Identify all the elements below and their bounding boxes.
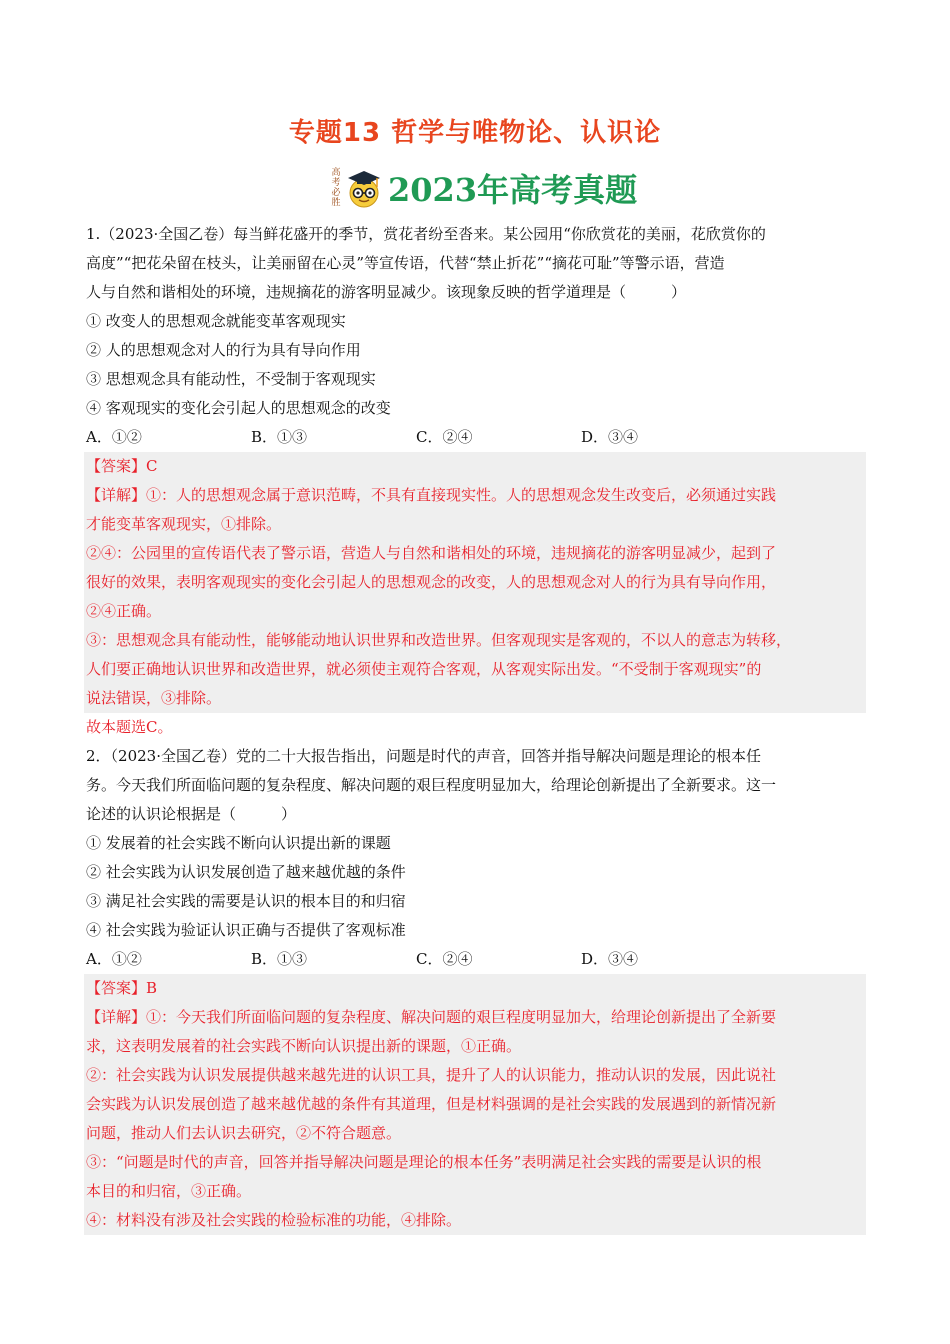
badge-char: 胜	[331, 198, 341, 208]
answer-label: 【答案】B	[86, 979, 158, 997]
statement-item: ② 社会实践为认识发展创造了越来越优越的条件	[86, 863, 406, 881]
question-stem-line: 论述的认识论根据是（ ）	[86, 805, 297, 823]
option-c: C．②④	[416, 950, 473, 968]
question-stem-line: 人与自然和谐相处的环境，违规摘花的游客明显减少。该现象反映的哲学道理是（ ）	[86, 283, 687, 301]
explanation-line: 说法错误，③排除。	[86, 689, 222, 707]
option-b: B．①③	[251, 950, 308, 968]
explanation-line: 本目的和归宿，③正确。	[86, 1182, 252, 1200]
badge-char: 考	[331, 178, 341, 188]
explanation-line: 很好的效果，表明客观现实的变化会引起人的思想观念的改变，人的思想观念对人的行为具有导向作用，	[86, 573, 777, 591]
explanation-line: ③：思想观念具有能动性，能够能动地认识世界和改造世界。但客观现实是客观的，不以人的意志为转移，	[86, 631, 792, 649]
explanation-line: 人们要正确地认识世界和改造世界，就必须使主观符合客观，从客观实际出发。“不受制于客观现实”的	[86, 660, 762, 678]
statement-item: ③ 思想观念具有能动性，不受制于客观现实	[86, 370, 376, 388]
answer-options	[86, 945, 866, 974]
statement-item: ④ 社会实践为验证认识正确与否提供了客观标准	[86, 921, 406, 939]
explanation-line: ④：材料没有涉及社会实践的检验标准的功能，④排除。	[86, 1211, 462, 1229]
badge-char: 高	[331, 168, 341, 178]
question-1	[86, 220, 866, 742]
explanation-line: 会实践为认识发展创造了越来越优越的条件有其道理，但是材料强调的是社会实践的发展遇到的新情况新	[86, 1095, 777, 1113]
question-stem-line: 高度”“把花朵留在枝头，让美丽留在心灵”等宣传语，代替“禁止折花”“摘花可耻”等警示语，营造	[86, 254, 725, 272]
explanation-line: ②④：公园里的宣传语代表了警示语，营造人与自然和谐相处的环境，违规摘花的游客明显减少，起到了	[86, 544, 777, 562]
explanation-line: 才能变革客观现实，①排除。	[86, 515, 282, 533]
answer-label: 【答案】C	[86, 457, 158, 475]
explanation-line: ②④正确。	[86, 602, 162, 620]
badge-vertical-text	[330, 168, 342, 208]
banner-heading: 2023年高考真题	[388, 171, 638, 209]
answer-options	[86, 423, 866, 452]
statement-item: ① 改变人的思想观念就能变革客观现实	[86, 312, 346, 330]
option-a: A．①②	[86, 428, 142, 446]
answer-explanation-block	[84, 974, 866, 1235]
option-a: A．①②	[86, 950, 142, 968]
badge-char: 必	[331, 188, 341, 198]
statement-item: ① 发展着的社会实践不断向认识提出新的课题	[86, 834, 391, 852]
statement-item: ③ 满足社会实践的需要是认识的根本目的和归宿	[86, 892, 406, 910]
question-list	[86, 220, 866, 1235]
option-b: B．①③	[251, 428, 308, 446]
question-stem-line: 2．（2023·全国乙卷）党的二十大报告指出，问题是时代的声音，回答并指导解决问题是理论的根本任	[86, 747, 761, 765]
explanation-line: ②：社会实践为认识发展提供越来越先进的认识工具，提升了人的认识能力，推动认识的发展，因此说社	[86, 1066, 777, 1084]
conclusion-line: 故本题选C。	[86, 718, 173, 736]
explanation-line: 求，这表明发展着的社会实践不断向认识提出新的课题，①正确。	[86, 1037, 522, 1055]
question-stem-line: 务。今天我们所面临问题的复杂程度、解决问题的艰巨程度明显加大，给理论创新提出了全新要求。这一	[86, 776, 777, 794]
answer-explanation-block	[84, 452, 866, 713]
explanation-line: 【详解】①：人的思想观念属于意识范畴，不具有直接现实性。人的思想观念发生改变后，必须通过实践	[86, 486, 777, 504]
question-stem-line: 1.（2023·全国乙卷）每当鲜花盛开的季节，赏花者纷至沓来。某公园用“你欣赏花的美丽，花欣赏你的	[86, 225, 766, 243]
statement-item: ④ 客观现实的变化会引起人的思想观念的改变	[86, 399, 391, 417]
explanation-line: 【详解】①：今天我们所面临问题的复杂程度、解决问题的艰巨程度明显加大，给理论创新提出了全新要	[86, 1008, 777, 1026]
graduate-mascot-icon	[344, 167, 384, 209]
option-d: D．③④	[581, 950, 639, 968]
question-2	[86, 742, 866, 1235]
statement-item: ② 人的思想观念对人的行为具有导向作用	[86, 341, 361, 359]
option-d: D．③④	[581, 428, 639, 446]
page-title: 专题13 哲学与唯物论、认识论	[288, 118, 662, 148]
exam-banner	[330, 162, 650, 214]
explanation-line: 问题，推动人们去认识去研究，②不符合题意。	[86, 1124, 402, 1142]
explanation-line: ③：“问题是时代的声音，回答并指导解决问题是理论的根本任务”表明满足社会实践的需要是认识的根	[86, 1153, 762, 1171]
option-c: C．②④	[416, 428, 473, 446]
